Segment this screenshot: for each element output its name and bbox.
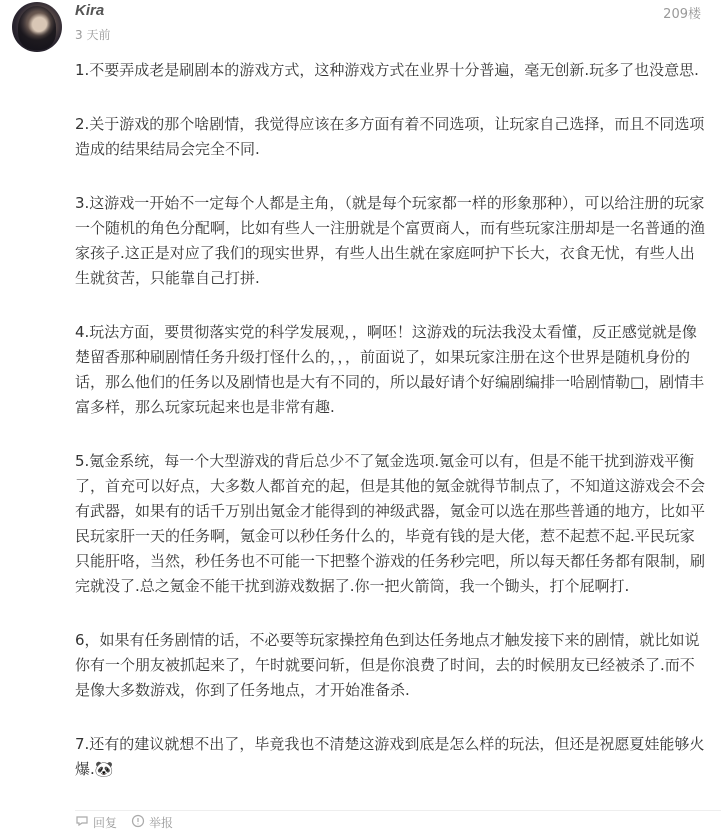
reply-icon (75, 814, 89, 831)
reply-button[interactable] (75, 814, 117, 831)
comment-actions (75, 812, 173, 832)
report-button[interactable] (131, 814, 173, 831)
avatar[interactable] (12, 2, 62, 52)
paragraph-3: 3.这游戏一开始不一定每个人都是主角，（就是每个玩家都一样的形象那种），可以给注册的玩家一个随机的角色分配啊，比如有些人一注册就是个富贾商人，而有些玩家注册却是一名普通的渔家孩子.这正是对应了我们的现实世界，有些人出生就在家庭呵护下长大，衣食无忧，有些人出生就贫苦，只能靠自己打拼. (75, 194, 706, 287)
reply-label: 回复 (93, 815, 118, 830)
paragraph-6: 6，如果有任务剧情的话，不必要等玩家操控角色到达任务地点才触发接下来的剧情，就比如说你有一个朋友被抓起来了，午时就要问斩，但是你浪费了时间，去的时候朋友已经被杀了.而不是像大多数游戏，你到了任务地点，才开始准备杀. (75, 631, 700, 699)
report-icon (131, 814, 145, 831)
paragraph-5: 5.氪金系统，每一个大型游戏的背后总少不了氪金选项.氪金可以有，但是不能干扰到游戏平衡了，首充可以好点，大多数人都首充的起，但是其他的氪金就得节制点了，不知道这游戏会不会有武器，如果有的话千万别出氪金才能得到的神级武器，氪金可以选在那些普通的地方，比如平民玩家肝一天的任务啊，氪金可以秒任务什么的，毕竟有钱的是大佬，惹不起惹不起.平民玩家只能肝咯，当然，秒任务也不可能一下把整个游戏的任务秒完吧，所以每天都任务都有限制，刷完就没了.总之氪金不能干扰到游戏数据了.你一把火箭筒，我一个锄头，打个屁啊打. (75, 452, 706, 595)
footer-divider (75, 810, 721, 811)
timestamp: 3 天前 (75, 28, 111, 42)
username[interactable]: Kira (75, 2, 105, 19)
floor-number: 209楼 (663, 7, 701, 22)
paragraph-1: 1.不要弄成老是刷剧本的游戏方式，这种游戏方式在业界十分普遍，毫无创新.玩多了也没意思. (75, 61, 699, 79)
paragraph-4: 4.玩法方面，要贯彻落实党的科学发展观，，啊呸！这游戏的玩法我没太看懂，反正感觉就是像楚留香那种刷剧情任务升级打怪什么的，，，前面说了，如果玩家注册在这个世界是随机身份的话，那么他们的任务以及剧情也是大有不同的，所以最好请个好编剧编排一哈剧情勒□，剧情丰富多样，那么玩家玩起来也是非常有趣. (75, 323, 705, 416)
paragraph-2: 2.关于游戏的那个啥剧情，我觉得应该在多方面有着不同选项，让玩家自己选择，而且不同选项造成的结果结局会完全不同. (75, 115, 705, 158)
report-label: 举报 (149, 815, 174, 830)
comment-body (75, 58, 709, 782)
paragraph-7: 7.还有的建议就想不出了，毕竟我也不清楚这游戏到底是怎么样的玩法，但还是祝愿夏娃能够火爆.🐼 (75, 735, 705, 778)
